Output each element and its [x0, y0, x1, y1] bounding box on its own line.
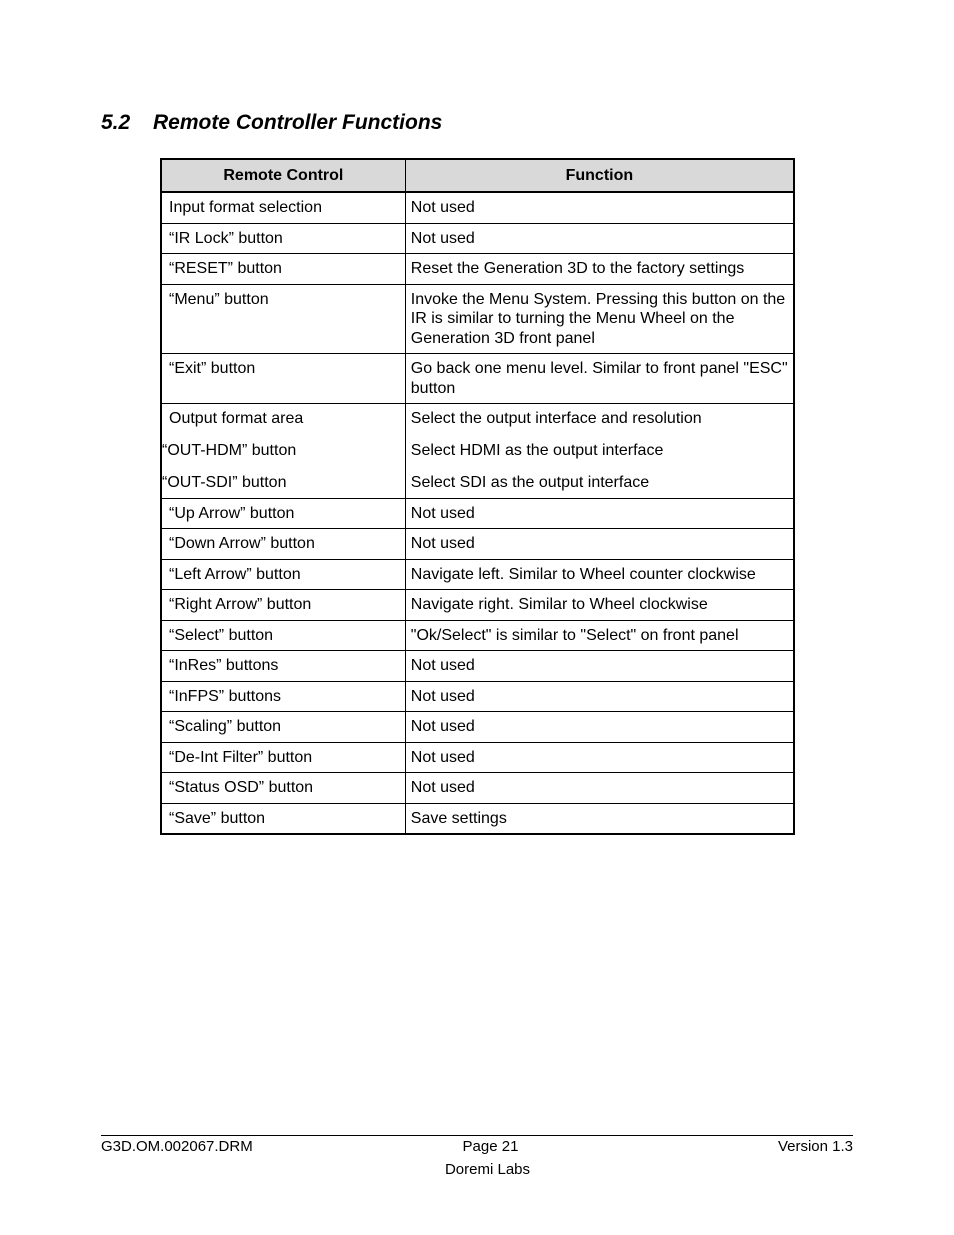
table-row [161, 651, 794, 682]
function-sub-description: Select HDMI as the output interface [410, 442, 664, 459]
section-heading [101, 111, 442, 135]
function-cell [405, 681, 794, 712]
remote-control-cell [161, 498, 405, 529]
remote-control-label: “IR Lock” button [169, 229, 283, 247]
remote-control-cell [161, 742, 405, 773]
function-description: Not used [410, 687, 475, 705]
function-description: Not used [410, 779, 475, 796]
function-cell [405, 404, 794, 499]
remote-control-label: “Down Arrow” button [169, 535, 315, 552]
function-description: Not used [410, 657, 475, 674]
function-cell [405, 651, 794, 682]
remote-control-label: “RESET” button [169, 260, 282, 277]
function-description: Not used [410, 504, 475, 522]
function-description: Go back one menu level. Similar to front panel "ESC" button [410, 360, 788, 397]
function-sub-description: Select SDI as the output interface [410, 474, 650, 491]
remote-control-cell [161, 223, 405, 254]
function-description: Not used [410, 718, 475, 735]
remote-control-cell [161, 354, 405, 404]
function-cell [405, 498, 794, 529]
footer-version: Version 1.3 [777, 1138, 853, 1155]
function-cell [405, 529, 794, 560]
function-cell [405, 354, 794, 404]
table-row [161, 192, 794, 223]
remote-control-sub-label: “OUT-SDI” button [162, 474, 287, 491]
remote-control-label: “Left Arrow” button [169, 565, 301, 583]
remote-control-label: “Right Arrow” button [169, 596, 312, 613]
remote-control-cell [161, 284, 405, 354]
function-cell [405, 712, 794, 743]
remote-control-label: “Scaling” button [169, 718, 282, 735]
table-row [161, 590, 794, 621]
function-description: Not used [410, 748, 475, 766]
table-row [161, 498, 794, 529]
function-cell [405, 590, 794, 621]
table-row [161, 284, 794, 354]
function-description: Save settings [410, 809, 507, 827]
function-description: "Ok/Select" is similar to "Select" on front panel [410, 626, 739, 644]
remote-control-label: “Up Arrow” button [169, 504, 295, 522]
table-row [161, 559, 794, 590]
table-row [161, 681, 794, 712]
remote-control-label: “Select” button [169, 626, 274, 644]
header-remote-control: Remote Control [161, 159, 405, 192]
function-cell [405, 254, 794, 285]
function-description: Invoke the Menu System. Pressing this button on the IR is similar to turning the Menu Wheel on the Generation 3D front panel [410, 290, 786, 347]
table-row [161, 773, 794, 804]
function-description: Reset the Generation 3D to the factory settings [410, 260, 745, 277]
table-row [161, 254, 794, 285]
function-cell [405, 192, 794, 223]
remote-control-cell [161, 254, 405, 285]
remote-control-cell [161, 651, 405, 682]
remote-control-cell [161, 192, 405, 223]
section-number: 5.2 [101, 111, 131, 134]
remote-control-label: Output format area [169, 410, 304, 427]
remote-control-cell [161, 773, 405, 804]
function-cell [405, 284, 794, 354]
table-row [161, 404, 794, 499]
remote-control-label: “InFPS” buttons [169, 687, 282, 705]
remote-control-label: “Save” button [169, 809, 266, 827]
table-row [161, 803, 794, 834]
function-description: Select the output interface and resolution [410, 410, 702, 427]
table-row [161, 712, 794, 743]
function-cell [405, 773, 794, 804]
function-description: Not used [410, 229, 475, 247]
footer-page-number: Page 21 [462, 1138, 519, 1155]
table-row [161, 529, 794, 560]
remote-control-cell [161, 559, 405, 590]
remote-control-label: Input format selection [169, 199, 322, 216]
table-header-row [161, 159, 794, 192]
remote-control-cell [161, 404, 405, 499]
remote-control-label: “Menu” button [169, 290, 269, 308]
section-title: Remote Controller Functions [153, 111, 443, 134]
remote-control-label: “Status OSD” button [169, 779, 314, 796]
table-row [161, 620, 794, 651]
remote-control-cell [161, 712, 405, 743]
table-row [161, 223, 794, 254]
function-cell [405, 803, 794, 834]
function-cell [405, 559, 794, 590]
function-cell [405, 620, 794, 651]
remote-functions-table [160, 158, 795, 835]
remote-control-label: “De-Int Filter” button [169, 748, 313, 766]
remote-control-cell [161, 590, 405, 621]
function-description: Navigate right. Similar to Wheel clockwise [410, 596, 708, 613]
remote-control-cell [161, 681, 405, 712]
function-cell [405, 742, 794, 773]
remote-control-cell [161, 620, 405, 651]
remote-control-label: “Exit” button [169, 360, 256, 377]
remote-control-cell [161, 529, 405, 560]
footer-company: Doremi Labs [444, 1161, 531, 1178]
function-cell [405, 223, 794, 254]
function-description: Not used [410, 199, 475, 216]
header-function: Function [405, 159, 794, 192]
remote-control-cell [161, 803, 405, 834]
remote-control-label: “InRes” buttons [169, 657, 279, 674]
footer-divider [101, 1135, 853, 1136]
table-row [161, 354, 794, 404]
footer-doc-id: G3D.OM.002067.DRM [101, 1138, 253, 1155]
function-description: Not used [410, 535, 475, 552]
table-row [161, 742, 794, 773]
table-body [161, 192, 794, 834]
remote-control-sub-label: “OUT-HDM” button [162, 442, 297, 459]
function-description: Navigate left. Similar to Wheel counter clockwise [410, 565, 756, 583]
